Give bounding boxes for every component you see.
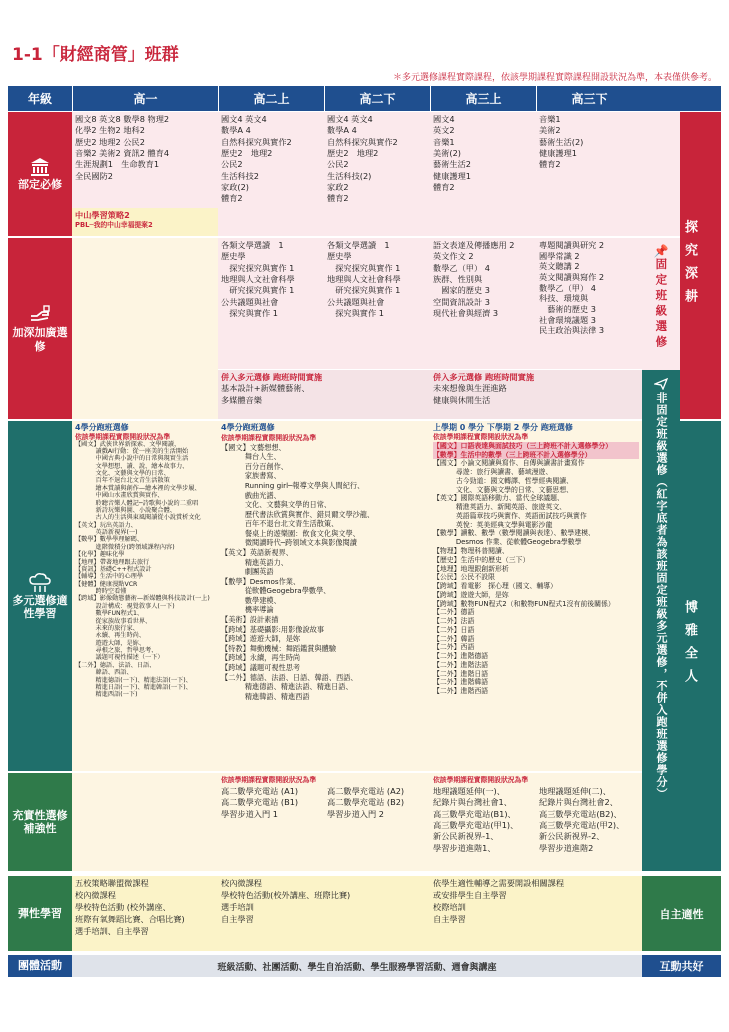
list-item: 高二數學充電站 (B1) xyxy=(221,797,299,808)
list-item: 古今勁道：國文轉譯、哲學經典閱讀、 xyxy=(433,476,574,485)
list-item: 百年不退台北文青生活散策 xyxy=(75,477,170,485)
list-item: 從家族故事看世界、 xyxy=(75,617,152,625)
supplement-g2a xyxy=(218,784,324,871)
list-item: 化學2 生物2 地科2 xyxy=(75,125,145,136)
list-item: 國文8 英文8 數學8 物理2 xyxy=(75,114,170,124)
list-item: 健康護理1 xyxy=(539,147,577,158)
list-item: 讀戲AI行動：從一座美的生活開始 xyxy=(75,447,189,455)
list-item: 議題可視性描述（一下） xyxy=(75,654,164,662)
list-item: 【二外】德語 xyxy=(433,608,475,617)
list-item: 家族書寫、 xyxy=(221,471,281,481)
list-item: 繪本賞讀與創作—繪本裡的文學步履、 xyxy=(75,484,201,492)
required-g2a xyxy=(218,112,324,236)
list-item: 學習步道入門 2 xyxy=(327,808,384,819)
list-item: 國文4 xyxy=(433,114,455,124)
list-item: 科技、環境與 xyxy=(539,293,589,304)
list-item: 中山學習策略2 xyxy=(75,210,130,220)
list-item: 精進英語力、 xyxy=(221,557,288,567)
list-item: 國學常識 2 xyxy=(539,250,580,261)
list-item: 文化、文藝與文學的日常、 xyxy=(75,470,170,478)
combine-note: 併入多元選修 跑班時間實施 xyxy=(433,372,535,382)
list-item: 【二外】進階日語 xyxy=(433,669,489,678)
list-item: 永續、再生時尚、 xyxy=(75,632,146,640)
list-item: 【地理】帶著地理跟去旅行 xyxy=(75,558,150,566)
list-item: 【二外】日語 xyxy=(433,625,475,634)
hand-icon xyxy=(27,304,53,326)
list-item: 【跨域】遊遊大師，是妳 xyxy=(221,634,301,644)
list-item: 精進韓語、精進西語 xyxy=(221,691,310,701)
deepen-g2a xyxy=(218,238,324,369)
list-item: 數學A 4 xyxy=(221,125,251,136)
group-right-label: 互動共好 xyxy=(642,955,721,977)
list-item: 韓語、西語、 xyxy=(75,669,133,677)
row-label-supplement xyxy=(8,773,72,871)
list-item: 各類文學選讀 1 xyxy=(221,240,284,250)
list-item: 【跨域】看電影 探心理（國文、輔導） xyxy=(433,582,558,591)
list-item: 地理議題延伸(一)、 xyxy=(433,786,505,796)
list-item: 或安排學生自主學習 xyxy=(433,889,507,900)
list-item: 學校特色活動(校外講座、班際比賽) xyxy=(221,889,351,900)
broad-col xyxy=(680,421,721,871)
list-item: 精進英語力、新聞英語、旅遊英文、 xyxy=(433,503,567,512)
list-item: 歷代書法欣賞與實作、錯貝爾文學沙龍、 xyxy=(221,509,375,519)
list-item: 學習步道進階1、 xyxy=(433,842,496,853)
list-item: 英文作文 2 xyxy=(433,251,474,262)
list-item: 數學A 4 xyxy=(327,125,357,136)
list-item: 體育2 xyxy=(539,159,561,170)
list-item: 研究探究與實作 1 xyxy=(327,285,401,296)
list-item: 古人的生活與東風閱讀從小說賞析文化 xyxy=(75,514,201,522)
list-item: 探究探究與實作 1 xyxy=(327,262,401,273)
supplement-g2-sub xyxy=(218,773,430,784)
supplement-sub: 依該學期課程實際開設狀況為準 xyxy=(221,776,317,784)
header-grade: 年級 xyxy=(8,86,72,111)
list-item: 【化學】趣味化學 xyxy=(75,551,125,559)
list-item: 【地理】地理跟創新形析 xyxy=(433,564,509,573)
list-item: 【數學】數學學理解碼、 xyxy=(75,536,144,544)
list-item: Desmos 作業、從軟體Geogebra學數學 xyxy=(433,538,582,547)
list-item: 【國文】文藝想想、 xyxy=(221,442,286,452)
list-item: 歷史2 地理2 xyxy=(221,147,273,158)
diverse-head: 4學分跑班選修 xyxy=(75,423,129,432)
list-item: 精進德語、精進法語、精進日語、 xyxy=(221,682,353,692)
list-item: 中國山水畫欣賞與實作、 xyxy=(75,492,164,500)
list-item: 【國文】小論文閱讀與寫作、自傳與讀書計畫寫作 xyxy=(433,459,585,468)
list-item: PBL─我的中山幸福提案2 xyxy=(75,220,153,229)
list-item: 歷史學 xyxy=(327,251,352,262)
list-item: 【數學】讀數、數學（數學閱讀與表達）、數學建模、 xyxy=(433,529,595,538)
diverse-g1-list xyxy=(75,441,215,699)
list-item: 學習步道進階2 xyxy=(539,842,594,853)
list-item: 選手培訓 xyxy=(221,901,254,912)
list-item: 英文2 xyxy=(433,125,455,136)
list-item: 各類文學選讀 1 xyxy=(327,240,390,250)
list-item: 英悅：英美經典文學與電影沙龍 xyxy=(433,520,553,529)
list-item: 數學乙（甲） 4 xyxy=(433,262,490,273)
flexible-right-label: 自主適性 xyxy=(642,876,721,951)
list-item: 【數學】Desmos作業、 xyxy=(221,576,301,586)
list-item: 研究探究與實作 1 xyxy=(221,285,295,296)
list-item: 語文表達及傳播應用 2 xyxy=(433,240,515,250)
list-item: 校內微課程 xyxy=(75,889,116,900)
header-g3a: 高三上 xyxy=(430,86,536,111)
list-item: 地理與人文社會科學 xyxy=(327,273,401,284)
list-item: 精進日語(一下)、精進韓語(一下)、 xyxy=(75,683,192,691)
list-item: 歷史2 地理2 xyxy=(327,147,379,158)
list-item: 公民2 xyxy=(221,159,243,170)
list-item: 探究探究與實作 1 xyxy=(221,262,295,273)
list-item: 地理議題延伸(二)、 xyxy=(539,786,611,796)
page-title: 1-1「財經商管」班群 xyxy=(12,45,179,65)
list-item: 【資訊】基礎C++程式設計 xyxy=(75,565,152,573)
list-item: 【二外】德語、法語、日語、 xyxy=(75,661,156,669)
building-icon xyxy=(27,156,53,178)
list-item: 中國古典小說中的日常與現實生活 xyxy=(75,455,189,463)
list-item: 空間資訊設計 3 xyxy=(433,296,490,307)
list-item: 【輔導】生活中的心理學 xyxy=(75,573,144,581)
row-label-text: 團體活動 xyxy=(18,959,62,973)
required-g3b xyxy=(536,112,642,236)
deepen-g3a xyxy=(430,238,536,369)
list-item: 自然科探究與實作2 xyxy=(221,136,292,147)
diverse-sub: 依該學期課程實際開設狀況為準 xyxy=(221,433,317,442)
flexible-g2 xyxy=(218,876,430,951)
list-item: 【英文】英語新視界、 xyxy=(221,548,293,558)
explore-label: 探究深耕 xyxy=(682,219,697,312)
list-item: Running girl─報導文學與人間紀行、 xyxy=(221,480,365,490)
list-item: 精進德語(一下)、精進法語(一下)、 xyxy=(75,676,192,684)
list-item: 班際有氧舞蹈比賽、合唱比賽) xyxy=(75,913,185,924)
list-item: 體育2 xyxy=(433,181,455,192)
required-blank xyxy=(642,112,680,236)
list-item: 百分百創作、 xyxy=(221,461,288,471)
list-item: 現代社會與經濟 3 xyxy=(433,307,499,318)
deepen-g2-combine xyxy=(218,370,430,419)
list-item: 【跨域】影像動態藝術—新媒體與科技設計(一上) xyxy=(75,595,210,603)
list-item: 【物理】物理科普閱讀、 xyxy=(433,546,509,555)
list-item: 紀錄片與台灣社會1、 xyxy=(433,797,512,808)
list-item: 跨時空看懂 xyxy=(75,588,127,596)
list-item: 【歷史】生活中的歷史（三下） xyxy=(433,555,530,564)
group-content: 班級活動、社團活動、學生自治活動、學生服務學習活動、週會與講座 xyxy=(72,955,642,977)
list-item: 【國文】口語表達與面試技巧（三上跨班不計入選修學分） xyxy=(433,441,613,450)
list-item: 高二數學充電站 (A2) xyxy=(327,786,405,796)
list-item: 高二數學充電站 (B2) xyxy=(327,797,405,808)
supplement-g2b xyxy=(324,784,430,871)
list-item: 體育2 xyxy=(221,193,243,204)
list-item: 【國文】武俠世界新探索、文學閱讀、 xyxy=(75,440,181,448)
diverse-head: 上學期 0 學分 下學期 2 學分 跑班選修 xyxy=(433,423,573,432)
list-item: 自然科探究與實作2 xyxy=(327,136,398,147)
list-item: 社會環境議題 3 xyxy=(539,314,596,325)
list-item: 探究與實作 1 xyxy=(221,307,278,318)
diverse-head: 4學分跑班選修 xyxy=(221,423,275,432)
list-item: 公共議題與社會 xyxy=(327,296,385,307)
list-item: 基本設計+新媒體藝術、 xyxy=(221,383,310,394)
list-item: 生活科技2 xyxy=(221,170,259,181)
list-item: 聆聽音樂人體記─詩歌與小說的二重唱 xyxy=(75,499,199,507)
list-item: 進階微積分(跨領域課程內容) xyxy=(75,543,175,551)
list-item: 英語篇章技巧與實作、英語面試技巧與實作 xyxy=(433,511,587,520)
list-item: 【二外】進階德語 xyxy=(433,652,489,661)
list-item: 健康與休閒生活 xyxy=(433,394,491,405)
list-item: 機率導論 xyxy=(221,605,274,615)
list-item: 【跨域】議題可視性思考 xyxy=(221,662,301,672)
list-item: 【跨域】遊遊大師，是妳 xyxy=(433,590,509,599)
row-label-diverse xyxy=(8,421,72,771)
header-g2b: 高二下 xyxy=(324,86,430,111)
disclaimer-note: ＊多元選修課程實際課程，依該學期課程實際課程開設狀況為準，本表僅供參考。 xyxy=(392,73,717,83)
row-label-text: 彈性學習 xyxy=(18,906,62,920)
list-item: 自主學習 xyxy=(433,913,466,924)
diverse-sub: 依該學期課程實際開設狀況為準 xyxy=(433,433,529,442)
list-item: 依學生適性輔導之需要開設相關課程 xyxy=(433,878,565,888)
list-item: 生涯規劃1 生命教育1 xyxy=(75,159,160,170)
list-item: 【美術】設計素描 xyxy=(221,615,279,625)
list-item: 【二外】進階西語 xyxy=(433,687,489,696)
header-g2a: 高二上 xyxy=(218,86,324,111)
list-item: 生活科技(2) xyxy=(327,170,372,181)
list-item: 音樂2 美術2 資訊2 體育4 xyxy=(75,147,170,158)
diverse-g2 xyxy=(218,421,430,771)
list-item: 舞台人生、 xyxy=(221,452,281,462)
list-item: 族群、性別與 xyxy=(433,273,483,284)
list-item: 國家的歷史 3 xyxy=(433,285,490,296)
list-item: 數學FUN程式1、 xyxy=(75,610,144,618)
list-item: 學校特色活動 (校外講座、 xyxy=(75,901,171,912)
list-item: 數學建模、 xyxy=(221,595,281,605)
list-item: 【跨域】數物FUN程式2（和數物FUN程式1沒有前後關係） xyxy=(433,599,615,608)
combine-note: 併入多元選修 跑班時間實施 xyxy=(221,372,323,382)
row-label-flexible xyxy=(8,876,72,951)
list-item: 探究與實作 1 xyxy=(327,307,384,318)
list-item: 從軟體Geogebra學數學、 xyxy=(221,586,331,596)
supplement-g3a xyxy=(430,784,536,871)
list-item: 數學乙（甲） 4 xyxy=(539,282,596,293)
list-item: 公共議題與社會 xyxy=(221,296,279,307)
list-item: 公民2 xyxy=(327,159,349,170)
list-item: 高三數學充電站(甲1)、 xyxy=(433,819,519,830)
supplement-g3b xyxy=(536,784,642,871)
list-item: 【跨域】永續，再生時尚 xyxy=(221,653,301,663)
row-label-deepen xyxy=(8,238,72,419)
list-item: 【英文】玩出英語力、 xyxy=(75,521,137,529)
list-item: 【二外】德語、法語、日語、韓語、西語、 xyxy=(221,672,358,682)
list-item: 高二數學充電站 (A1) xyxy=(221,786,299,796)
pin-icon: 📌 xyxy=(653,244,669,258)
list-item: 文化、文藝與文學的日常、 xyxy=(221,500,332,510)
list-item: 新公民新視界-2、 xyxy=(539,831,605,842)
list-item: 校內微課程 xyxy=(221,878,262,888)
header-g1: 高一 xyxy=(72,86,218,111)
row-label-text: 部定必修 xyxy=(18,178,62,192)
list-item: 設計構成：視覺敘事人(一下) xyxy=(75,602,175,610)
list-item: 【二外】西語 xyxy=(433,643,475,652)
diverse-g2-list xyxy=(221,443,427,702)
list-item: 【健體】健康漫點VCR xyxy=(75,580,138,588)
cloud-icon xyxy=(27,572,53,594)
non-fixed-label: 非固定班級選修（紅字底者為該班固定班級多元選修，不併入跑班選修學分） xyxy=(655,392,669,800)
list-item: 未來想像與生涯進路 xyxy=(433,383,507,394)
list-item: 音樂1 xyxy=(539,114,561,124)
diverse-g3-list xyxy=(433,459,639,696)
diverse-g3-fixed xyxy=(433,442,639,460)
list-item: 【二外】進階韓語 xyxy=(433,678,489,687)
list-item: 【二外】韓語 xyxy=(433,634,475,643)
list-item: 英文聽講 2 xyxy=(539,261,580,272)
list-item: 【特教】舞動機械：舞蹈鑑賞與體驗 xyxy=(221,643,337,653)
header-g3b: 高三下 xyxy=(536,86,642,111)
list-item: 百年不退台北文青生活散策、 xyxy=(221,519,339,529)
list-item: 高三數學充電站(甲2)、 xyxy=(539,819,625,830)
list-item: 英語新視界(一) xyxy=(75,529,138,537)
list-item: 【二外】法語 xyxy=(433,617,475,626)
list-item: 學習步道入門 1 xyxy=(221,808,278,819)
row-label-group xyxy=(8,955,72,977)
list-item: 【跨域】基礎攝影:用影像說故事 xyxy=(221,624,325,634)
list-item: 國文4 英文4 xyxy=(221,114,267,124)
list-item: 高三數學充電站(B1)、 xyxy=(433,808,516,819)
list-item: 劇團英語 xyxy=(221,567,274,577)
explore-col xyxy=(680,112,721,419)
list-item: 微閱讀時代─跨領域文本與影像閱讀 xyxy=(221,538,357,548)
flexible-g3 xyxy=(430,876,642,951)
required-g1-extra xyxy=(72,208,218,236)
deepen-g3-combine xyxy=(430,370,642,419)
list-item: 餐桌上的遊樂園：飲食文化與文學、 xyxy=(221,528,360,538)
list-item: 民主政治與法律 3 xyxy=(539,325,605,336)
list-item: 藝術生活2 xyxy=(433,159,471,170)
header-blank xyxy=(642,86,721,111)
supplement-g1-blank xyxy=(72,773,218,871)
list-item: 文化、文藝與文學的日常、文藝思想、 xyxy=(433,485,574,494)
row-label-text: 充實性選修補強性 xyxy=(12,808,68,835)
flexible-g1 xyxy=(72,876,218,951)
diverse-g3 xyxy=(430,421,642,771)
list-item: 文學想想、讀、說、繪本故事力、 xyxy=(75,462,189,470)
row-label-text: 多元選修適性學習 xyxy=(12,593,68,620)
list-item: 高三數學充電站(B2)、 xyxy=(539,808,622,819)
list-item: 專題閱讀與研究 2 xyxy=(539,240,605,250)
broad-label: 博雅全人 xyxy=(682,600,697,692)
list-item: 家政2 xyxy=(327,181,349,192)
list-item: 國文4 英文4 xyxy=(327,114,373,124)
fixed-elective-label: 固定班級選修 xyxy=(654,258,669,351)
list-item: 校際培訓 xyxy=(433,901,466,912)
list-item: 體育2 xyxy=(327,193,349,204)
list-item: 自主學習 xyxy=(221,913,254,924)
deepen-g3b xyxy=(536,238,642,369)
supplement-sub: 依該學期課程實際開設狀況為準 xyxy=(433,776,529,784)
list-item: 地理與人文社會科學 xyxy=(221,273,295,284)
list-item: 遊遊大師，是妳、 xyxy=(75,639,146,647)
list-item: 美術2 xyxy=(539,125,561,136)
row-label-required xyxy=(8,112,72,236)
list-item: 美術(2) xyxy=(433,147,461,158)
diverse-sub: 依該學期課程實際開設狀況為準 xyxy=(75,432,171,441)
list-item: 藝術的歷史 3 xyxy=(539,303,596,314)
required-g1 xyxy=(72,112,218,208)
list-item: 【英文】國際英語移動力、當代全球議題、 xyxy=(433,494,564,503)
list-item: 藝術生活(2) xyxy=(539,136,584,147)
list-item: 紀錄片與台灣社會2、 xyxy=(539,797,618,808)
list-item: 戲曲光譜、 xyxy=(221,490,281,500)
list-item: 新詩玩樂與圖、小說聚合體、 xyxy=(75,506,176,514)
list-item: 英文閱讀與寫作 2 xyxy=(539,271,605,282)
list-item: 歷史學 xyxy=(221,251,246,262)
list-item: 新公民新視界-1、 xyxy=(433,831,499,842)
list-item: 多媒體音樂 xyxy=(221,394,262,405)
list-item: 健康護理1 xyxy=(433,170,471,181)
list-item: 音樂1 xyxy=(433,136,455,147)
list-item: 未來的旅行家、 xyxy=(75,624,139,632)
list-item: 全民國防2 xyxy=(75,170,113,181)
supplement-g3-sub xyxy=(430,773,642,784)
list-item: 【數學】生活中的數學（三上跨班不計入選修學分） xyxy=(433,450,592,459)
non-fixed-col xyxy=(642,370,680,871)
deepen-g2b xyxy=(324,238,430,369)
list-item: 尋根之旅、哲學思考、 xyxy=(75,647,158,655)
required-g3a xyxy=(430,112,536,236)
list-item: 精進西語(一下) xyxy=(75,691,138,699)
deepen-g1-blank xyxy=(72,238,218,419)
row-label-text: 加深加廣選修 xyxy=(12,326,68,353)
send-icon xyxy=(654,378,668,392)
list-item: 五校策略聯盟微課程 xyxy=(75,878,149,888)
diverse-g1 xyxy=(72,421,218,771)
list-item: 【二外】進階法語 xyxy=(433,660,489,669)
required-g2b xyxy=(324,112,430,236)
list-item: 選手培訓、自主學習 xyxy=(75,925,149,936)
list-item: 尋遊：旅行與讀書、藝域漫遊、 xyxy=(433,468,553,477)
list-item: 歷史2 地理2 公民2 xyxy=(75,136,145,147)
list-item: 【公民】公民不設限 xyxy=(433,573,496,582)
list-item: 家政(2) xyxy=(221,181,249,192)
